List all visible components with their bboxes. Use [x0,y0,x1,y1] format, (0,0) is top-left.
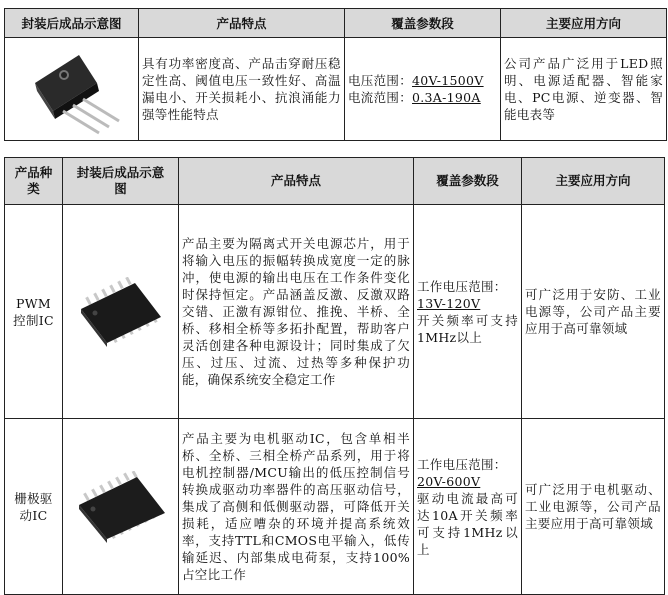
table-header-row [5,158,665,205]
features-text: 产品主要为隔离式开关电源芯片，用于将输入电压的振幅转换成宽度一定的脉冲，使电源的输出电压在工作条件变化时保持恒定。产品涵盖反激、反激双路交错、正激有源钳位、推挽、半桥、全桥、移相全桥等多拓扑配置，帮助客户灵活创建各种电源设计；同时集成了欠压、过压、过流、过热等多种保护功能，确保系统安全稳定工作 [182,236,410,387]
applications-cell [522,205,665,419]
param-extra: 驱动电流最高可达10A开关频率可支持1MHz以上 [417,490,518,557]
header-parameters: 覆盖参数段 [345,9,501,38]
header-applications: 主要应用方向 [522,158,665,205]
features-cell [179,419,414,595]
product-type-gate-driver: 栅极驱动IC [14,490,53,523]
current-label: 电流范围： [348,90,413,105]
parameters-cell [345,38,501,141]
applications-text: 可广泛用于安防、工业电源等，公司产品主要应用于高可靠领域 [525,287,661,336]
features-text: 产品主要为电机驱动IC，包含单相半桥、全桥、三相全桥产品系列，用于将电机控制器/MCU输出的低压控制信号转换成驱动功率器件的高压驱动信号，集成了高侧和低侧驱动器，可降低开关损耗，适应嘈杂的环境并提高系统效率，支持TTL和CMOS电平输入，低传输延迟、内部集成电荷泵，支持100%占空比工作 [182,431,410,582]
parameters-cell [414,419,522,595]
current-value: 0.3A-190A [412,90,481,105]
applications-text: 公司产品广泛用于LED照明、电源适配器、智能家电、PC电源、逆变器、智能电表等 [504,56,663,122]
package-image-cell [63,419,179,595]
table-row [5,419,665,595]
voltage-label: 电压范围： [348,73,413,88]
header-product-type: 产品种类 [5,158,63,205]
applications-text: 可广泛用于电机驱动、工业电源等，公司产品主要应用于高可靠领域 [525,482,661,531]
table-row [5,205,665,419]
param-label: 工作电压范围： [417,278,507,294]
table-row [5,38,667,141]
header-features: 产品特点 [179,158,414,205]
features-text: 具有功率密度高、产品击穿耐压稳定性高、阈值电压一致性好、高温漏电小、开关损耗小、抗浪涌能力强等性能特点 [142,56,341,122]
header-features: 产品特点 [139,9,345,38]
package-image-cell [63,205,179,419]
param-voltage: 20V-600V [417,473,481,489]
to220-transistor-image [17,43,127,135]
voltage-value: 40V-1500V [412,73,484,88]
param-label: 工作电压范围： [417,456,507,472]
header-parameters: 覆盖参数段 [414,158,522,205]
param-extra: 开关频率可支持1MHz以上 [417,312,518,345]
ssop-chip-image [73,277,169,347]
product-table-power-devices [4,8,667,141]
header-package-image: 封装后成品示意图 [63,158,179,205]
package-image-cell [5,38,139,141]
tssop-chip-image [73,471,169,543]
product-table-ic [4,157,665,595]
product-type-cell [5,205,63,419]
features-cell [139,38,345,141]
product-type-pwm: PWM控制IC [13,295,54,328]
features-cell [179,205,414,419]
header-package-image: 封装后成品示意图 [5,9,139,38]
applications-cell [501,38,667,141]
parameters-cell [414,205,522,419]
applications-cell [522,419,665,595]
product-type-cell [5,419,63,595]
header-applications: 主要应用方向 [501,9,667,38]
param-voltage: 13V-120V [417,295,481,311]
table-header-row [5,9,667,38]
